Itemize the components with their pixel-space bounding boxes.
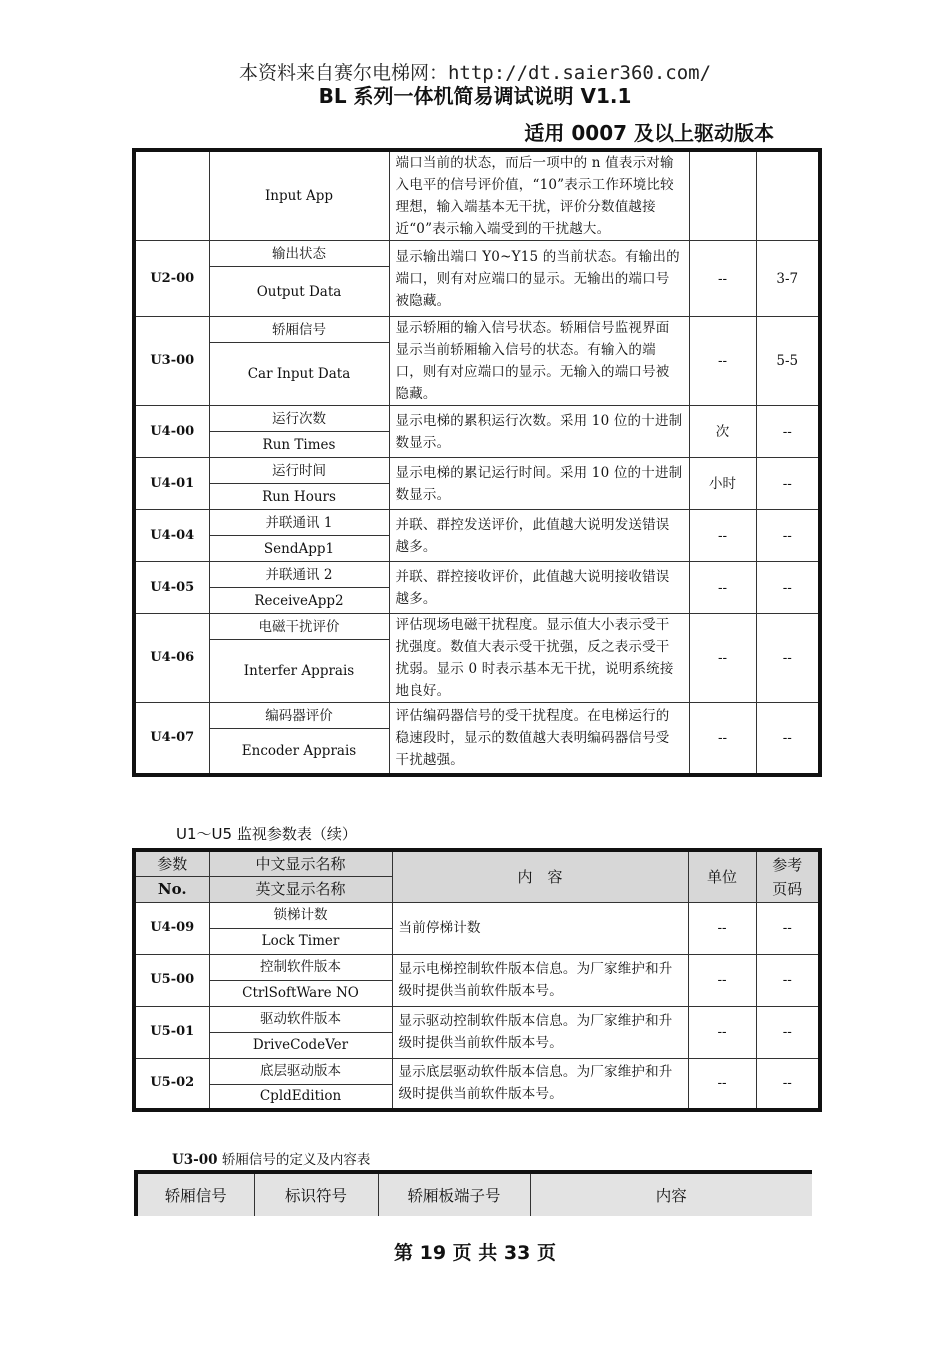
u3-title-code: U3-00 [172, 1152, 218, 1168]
header-param: 参数 [134, 850, 209, 876]
param-cn-name: 电磁干扰评价 [209, 614, 389, 640]
u3-table-title [172, 1148, 370, 1168]
table-row [134, 954, 820, 980]
param-cn-name: 锁梯计数 [209, 902, 392, 928]
param-cn-name: 轿厢信号 [209, 317, 389, 343]
param-ref-page: -- [756, 1006, 820, 1058]
param-ref-page: -- [756, 562, 820, 614]
param-cn-name: 并联通讯 1 [209, 510, 389, 536]
param-content: 显示电梯控制软件版本信息。为厂家维护和升级时提供当前软件版本号。 [392, 954, 688, 1006]
param-unit: -- [689, 562, 756, 614]
table-row [134, 1058, 820, 1084]
param-en-name: CtrlSoftWare NO [209, 980, 392, 1006]
param-cn-name: 控制软件版本 [209, 954, 392, 980]
param-cn-name: 运行次数 [209, 406, 389, 432]
u3-header-terminal: 轿厢板端子号 [378, 1172, 530, 1216]
param-content: 显示底层驱动软件版本信息。为厂家维护和升级时提供当前软件版本号。 [392, 1058, 688, 1110]
param-ref-page: -- [756, 510, 820, 562]
param-code: U5-01 [134, 1006, 209, 1058]
param-content: 当前停梯计数 [392, 902, 688, 954]
param-unit: -- [688, 1006, 756, 1058]
param-cn-name: 并联通讯 2 [209, 562, 389, 588]
source-line: 本资料来自赛尔电梯网：http://dt.saier360.com/ [238, 62, 712, 84]
table-row [134, 406, 820, 432]
param-en-name: Lock Timer [209, 928, 392, 954]
u3-header-symbol: 标识符号 [254, 1172, 378, 1216]
param-unit [689, 150, 756, 241]
param-unit: -- [689, 703, 756, 775]
param-en-name: Interfer Apprais [209, 640, 389, 703]
table-row [134, 241, 820, 267]
param-ref-page: 5-5 [756, 317, 820, 406]
u3-title-text: 轿厢信号的定义及内容表 [217, 1152, 371, 1168]
page-footer: 第 19 页 共 33 页 [394, 1242, 556, 1264]
param-unit: -- [689, 510, 756, 562]
table-row [134, 317, 820, 343]
param-cn-name: 驱动软件版本 [209, 1006, 392, 1032]
param-code: U4-07 [134, 703, 209, 775]
param-content: 评估编码器信号的受干扰程度。在电梯运行的稳速段时，显示的数值越大表明编码器信号受干扰越强。 [389, 703, 689, 775]
param-ref-page: -- [756, 1058, 820, 1110]
param-content: 显示电梯的累记运行时间。采用 10 位的十进制数显示。 [389, 458, 689, 510]
param-content: 端口当前的状态，而后一项中的 n 值表示对输入电平的信号评价值，“10”表示工作环境比较理想，输入端基本无干扰，评价分数值越接近“0”表示输入端受到的干扰越大。 [389, 150, 689, 241]
param-en-name: Run Times [209, 432, 389, 458]
header-unit: 单位 [688, 850, 756, 902]
document-subtitle: 适用 0007 及以上驱动版本 [524, 121, 774, 145]
param-ref-page: -- [756, 406, 820, 458]
table-row [134, 510, 820, 536]
monitor-table-part2 [132, 848, 822, 1112]
param-unit: 小时 [689, 458, 756, 510]
param-code: U4-01 [134, 458, 209, 510]
param-en-name: DriveCodeVer [209, 1032, 392, 1058]
header-cn-name: 中文显示名称 [209, 850, 392, 876]
param-code: U3-00 [134, 317, 209, 406]
param-content: 并联、群控接收评价，此值越大说明接收错误越多。 [389, 562, 689, 614]
param-code: U2-00 [134, 241, 209, 317]
param-code: U5-00 [134, 954, 209, 1006]
table2-caption: U1～U5 监视参数表（续） [176, 825, 357, 843]
param-unit: -- [689, 317, 756, 406]
u3-header-content: 内容 [530, 1172, 812, 1216]
param-en-name: Input App [209, 150, 389, 241]
car-signal-table [134, 1170, 812, 1216]
param-code: U4-04 [134, 510, 209, 562]
param-content: 显示电梯的累积运行次数。采用 10 位的十进制数显示。 [389, 406, 689, 458]
param-cn-name: 底层驱动版本 [209, 1058, 392, 1084]
param-code: U4-09 [134, 902, 209, 954]
param-en-name: Encoder Apprais [209, 729, 389, 775]
param-ref-page: -- [756, 614, 820, 703]
car-signal-table-wrap [134, 1170, 812, 1216]
header-ref-page: 参考页码 [756, 850, 820, 902]
table-row [134, 1006, 820, 1032]
param-ref-page: -- [756, 902, 820, 954]
table-row [134, 562, 820, 588]
param-ref-page: -- [756, 458, 820, 510]
header-no: No. [134, 876, 209, 902]
header-content: 内 容 [392, 850, 688, 902]
param-cn-name: 运行时间 [209, 458, 389, 484]
table-row [134, 614, 820, 640]
param-code [134, 150, 209, 241]
param-unit: -- [689, 614, 756, 703]
param-code: U4-05 [134, 562, 209, 614]
table-row [134, 703, 820, 729]
param-code: U5-02 [134, 1058, 209, 1110]
param-content: 评估现场电磁干扰程度。显示值大小表示受干扰强度。数值大表示受干扰强，反之表示受干扰弱。显示 0 时表示基本无干扰，说明系统接地良好。 [389, 614, 689, 703]
param-cn-name: 编码器评价 [209, 703, 389, 729]
param-en-name: SendApp1 [209, 536, 389, 562]
param-en-name: Run Hours [209, 484, 389, 510]
param-content: 显示输出端口 Y0~Y15 的当前状态。有输出的端口，则有对应端口的显示。无输出的端口号被隐藏。 [389, 241, 689, 317]
table-row [134, 150, 820, 241]
param-content: 显示驱动控制软件版本信息。为厂家维护和升级时提供当前软件版本号。 [392, 1006, 688, 1058]
param-ref-page: -- [756, 954, 820, 1006]
param-en-name: Car Input Data [209, 343, 389, 406]
param-code: U4-00 [134, 406, 209, 458]
param-cn-name: 输出状态 [209, 241, 389, 267]
table-row [134, 902, 820, 928]
document-title: BL 系列一体机简易调试说明 V1.1 [318, 84, 632, 108]
param-ref-page [756, 150, 820, 241]
param-content: 显示轿厢的输入信号状态。轿厢信号监视界面显示当前轿厢输入信号的状态。有输入的端口，则有对应端口的显示。无输入的端口号被隐藏。 [389, 317, 689, 406]
param-unit: 次 [689, 406, 756, 458]
param-ref-page: 3-7 [756, 241, 820, 317]
param-en-name: Output Data [209, 267, 389, 317]
param-code: U4-06 [134, 614, 209, 703]
header-en-name: 英文显示名称 [209, 876, 392, 902]
u3-header-signal: 轿厢信号 [136, 1172, 254, 1216]
param-unit: -- [688, 954, 756, 1006]
param-unit: -- [688, 902, 756, 954]
param-ref-page: -- [756, 703, 820, 775]
param-unit: -- [688, 1058, 756, 1110]
param-en-name: ReceiveApp2 [209, 588, 389, 614]
param-content: 并联、群控发送评价，此值越大说明发送错误越多。 [389, 510, 689, 562]
table-row [134, 458, 820, 484]
monitor-table-part1 [132, 148, 822, 777]
param-en-name: CpldEdition [209, 1084, 392, 1110]
param-unit: -- [689, 241, 756, 317]
